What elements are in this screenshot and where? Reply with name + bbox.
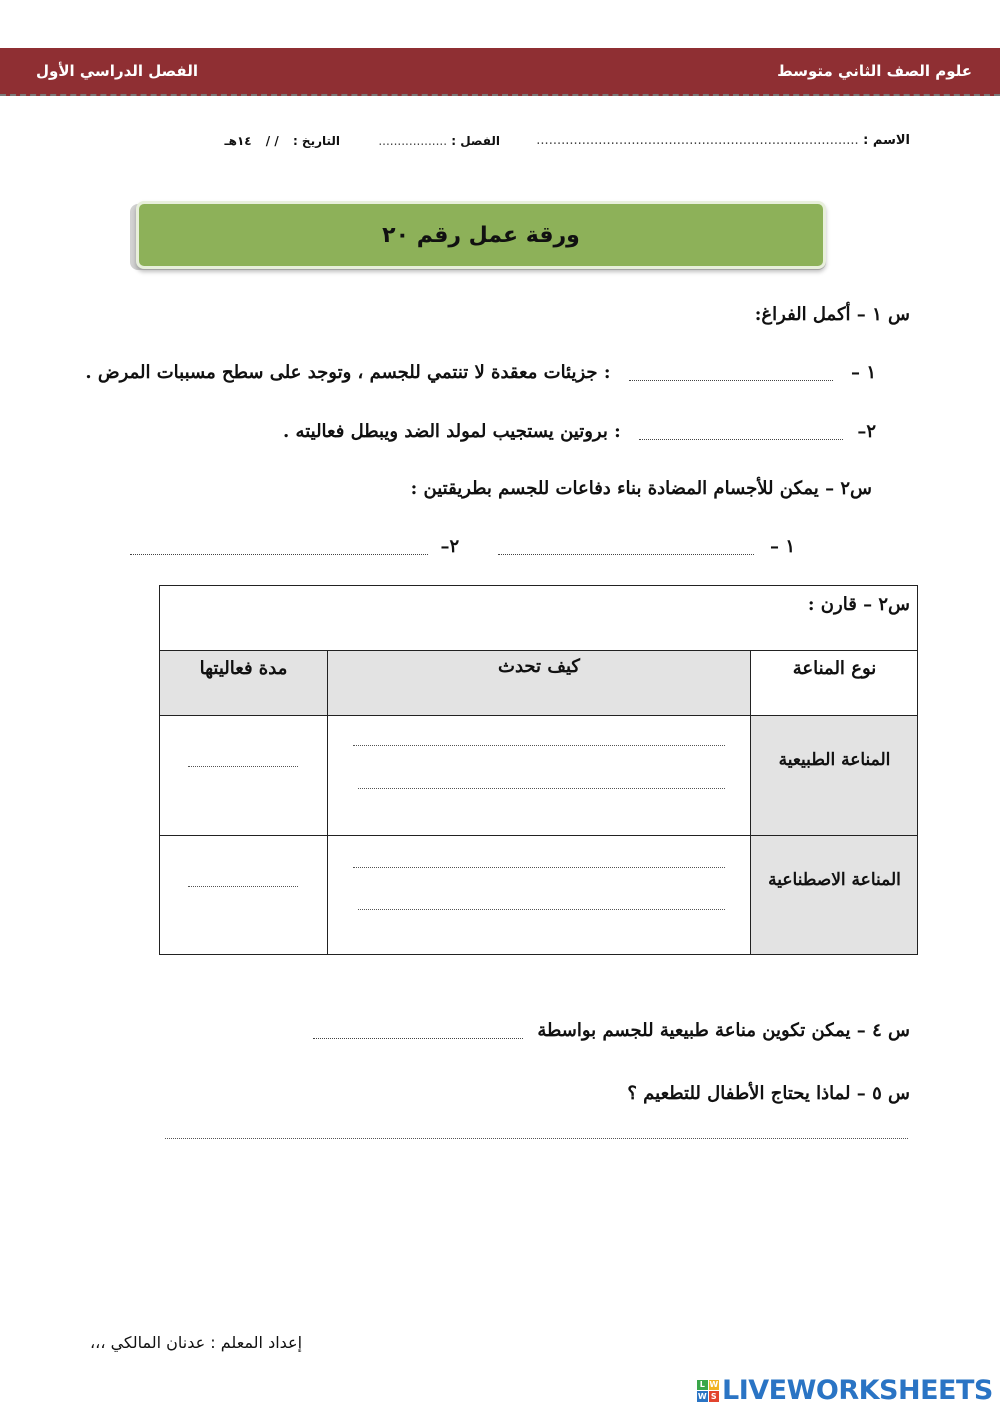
q2-way1-blank[interactable]: [498, 540, 754, 555]
q4-text: س ٤ – يمكن تكوين مناعة طبيعية للجسم بواسطة: [537, 1020, 910, 1041]
class-dots: ..................: [378, 134, 448, 148]
artificial-how-blank-2[interactable]: [358, 909, 725, 910]
worksheet-title-banner: [136, 201, 826, 269]
logo-text: LIVEWORKSHEETS: [722, 1375, 993, 1406]
q2-way2-blank[interactable]: [130, 540, 428, 555]
q2-answers: [124, 536, 795, 557]
table-line: [327, 650, 328, 955]
q1-item1-blank[interactable]: [629, 366, 833, 381]
badge-letter: W: [697, 1391, 707, 1401]
q2-way1-number: ١ –: [770, 536, 795, 557]
semester-label: الفصل الدراسي الأول: [36, 62, 198, 80]
teacher-credit: إعداد المعلم : عدنان المالكي ،،،: [90, 1333, 303, 1352]
q3-heading: س٢ – قارن :: [807, 594, 910, 615]
name-label: الاسم :: [863, 133, 910, 148]
q2-way2-number: ٢–: [440, 536, 460, 557]
table-line: [750, 650, 751, 955]
q1-item1-text: : جزيئات معقدة لا تنتمي للجسم ، وتوجد على سطح مسببات المرض .: [85, 362, 611, 383]
natural-duration-blank[interactable]: [188, 766, 298, 767]
liveworksheets-logo[interactable]: [697, 1375, 993, 1406]
table-line: [159, 650, 918, 651]
table-line: [159, 715, 918, 716]
name-field[interactable]: [536, 133, 910, 148]
row-label-natural: المناعة الطبيعية: [778, 750, 891, 770]
artificial-how-blank-1[interactable]: [353, 867, 725, 868]
natural-how-blank-2[interactable]: [358, 788, 725, 789]
date-field[interactable]: [225, 134, 340, 148]
date-slashes: / /: [265, 134, 279, 148]
q5-answer-blank[interactable]: [165, 1138, 908, 1139]
column-header-type: نوع المناعة: [792, 658, 877, 679]
badge-letter: L: [697, 1380, 708, 1391]
q5-text: س ٥ – لماذا يحتاج الأطفال للتطعيم ؟: [627, 1083, 910, 1104]
artificial-duration-blank[interactable]: [188, 886, 298, 887]
q1-item2-number: ٢–: [857, 421, 876, 442]
q4-blank[interactable]: [313, 1024, 523, 1039]
natural-how-blank-1[interactable]: [353, 745, 725, 746]
class-field[interactable]: [378, 134, 500, 148]
q1-item2-blank[interactable]: [639, 425, 843, 440]
q4: [313, 1020, 910, 1041]
date-suffix: ١٤هـ: [224, 134, 252, 148]
name-dots: ..............................................................................: [536, 133, 859, 148]
q1-item1: [85, 362, 876, 383]
logo-badge-icon: [697, 1380, 719, 1402]
date-label: التاريخ :: [292, 134, 340, 148]
course-title: علوم الصف الثاني متوسط: [777, 62, 972, 80]
badge-letter: W: [709, 1380, 719, 1390]
worksheet-title: ورقة عمل رقم ٢٠: [382, 222, 580, 248]
column-header-duration: مدة فعاليتها: [199, 658, 288, 679]
class-label: الفصل :: [451, 134, 500, 148]
q1-item2: [283, 421, 876, 442]
q1-heading: س ١ – أكمل الفراغ:: [754, 304, 910, 325]
badge-letter: S: [709, 1391, 720, 1402]
row-label-artificial: المناعة الاصطناعية: [768, 870, 901, 890]
q1-item1-number: ١ –: [851, 362, 876, 383]
table-line: [159, 835, 918, 836]
q1-item2-text: : بروتين يستجيب لمولد الضد ويبطل فعاليته .: [283, 421, 621, 442]
q2-heading: س٢ – يمكن للأجسام المضادة بناء دفاعات للجسم بطريقتين :: [410, 478, 872, 499]
column-header-how: كيف تحدث: [498, 656, 580, 677]
